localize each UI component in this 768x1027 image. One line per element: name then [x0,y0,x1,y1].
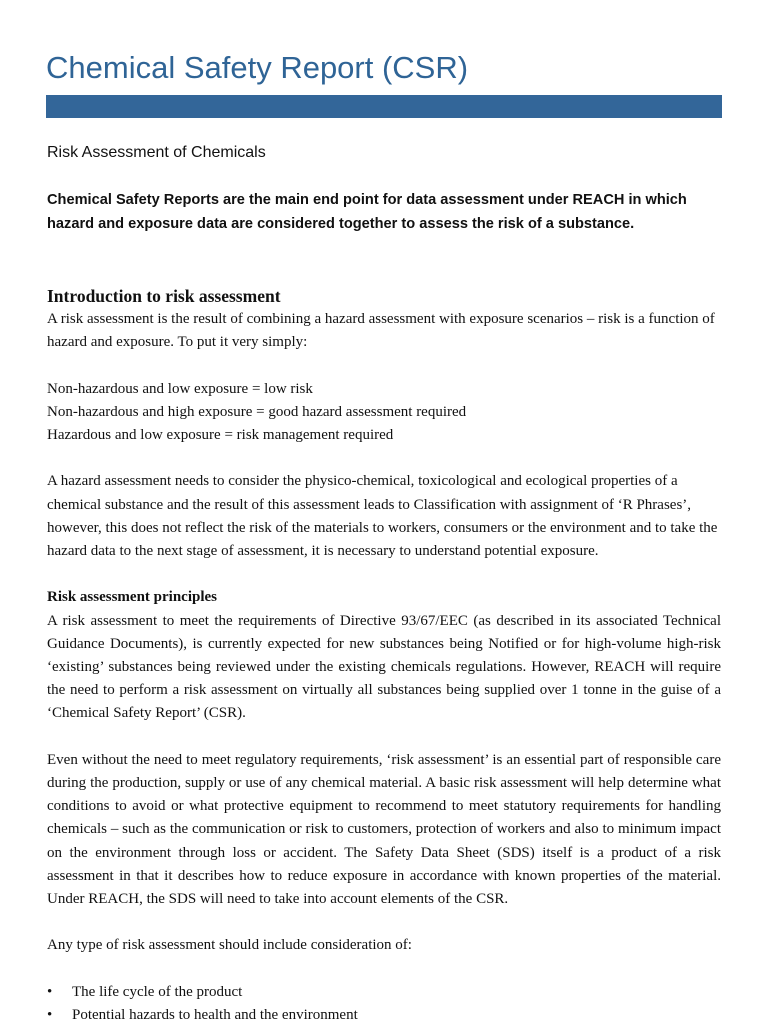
risk-rule: Non-hazardous and high exposure = good hazard assessment required [47,403,467,420]
bullet-marker: • [47,983,53,1000]
principles-heading: Risk assessment principles [47,589,218,606]
principles-paragraph: A risk assessment to meet the requirements of Directive 93/67/EEC (as described in its associated Technical Guidance Documents), is currently expected for new substances being Notified or for high-volume high-risk ‘existing’ substances being reviewed under the existing chemicals regulations. However, REACH will require the need to perform a risk assessment on virtually all substances being supplied over 1 tonne in the guise of a ‘Chemical Safety Report’ (CSR). [47,612,721,722]
list-item [47,981,721,1004]
consideration-intro: Any type of risk assessment should include consideration of: [47,937,412,954]
document-subtitle: Risk Assessment of Chemicals [47,144,266,161]
title-divider-bar [46,95,722,118]
spacer [47,354,721,377]
list-item-text: Potential hazards to health and the environment [72,1007,358,1023]
consideration-list [47,981,721,1027]
spacer [47,958,721,981]
intro-paragraph: A risk assessment is the result of combining a hazard assessment with exposure scenarios – risk is a function of hazard and exposure. To put it very simply: [47,311,715,351]
body-content [47,285,721,1027]
spacer [47,447,721,470]
lead-paragraph: Chemical Safety Reports are the main end point for data assessment under REACH in which hazard and exposure data are considered together to assess the risk of a substance. [47,192,687,232]
bullet-marker: • [47,1007,53,1023]
document-title: Chemical Safety Report (CSR) [46,50,469,85]
hazard-paragraph: A hazard assessment needs to consider the physico-chemical, toxicological and ecological properties of a chemical substance and the result of this assessment leads to Classification with assignment of ‘R Phrases’, however, this does not reflect the risk of the materials to workers, consumers or the environment and to take the hazard data to the next stage of assessment, it is necessary to understand potential exposure. [47,473,718,559]
intro-heading: Introduction to risk assessment [47,286,281,306]
spacer [47,563,721,586]
principles-paragraph: Even without the need to meet regulatory requirements, ‘risk assessment’ is an essential part of responsible care during the production, supply or use of any chemical material. A basic risk assessment will help determine what conditions to avoid or what protective equipment to recommend to meet statutory requirements for handling chemicals – such as the communication or risk to customers, protection of workers and also to minimum impact on the environment through loss or accident. The Safety Data Sheet (SDS) itself is a product of a risk assessment in that it describes how to reduce exposure in accordance with known properties of the material. Under REACH, the SDS will need to take into account elements of the CSR. [47,751,721,908]
risk-rule: Non-hazardous and low exposure = low risk [47,380,313,397]
list-item-text: The life cycle of the product [72,983,243,1000]
spacer [47,911,721,934]
risk-rule: Hazardous and low exposure = risk management required [47,427,394,443]
spacer [47,726,721,749]
